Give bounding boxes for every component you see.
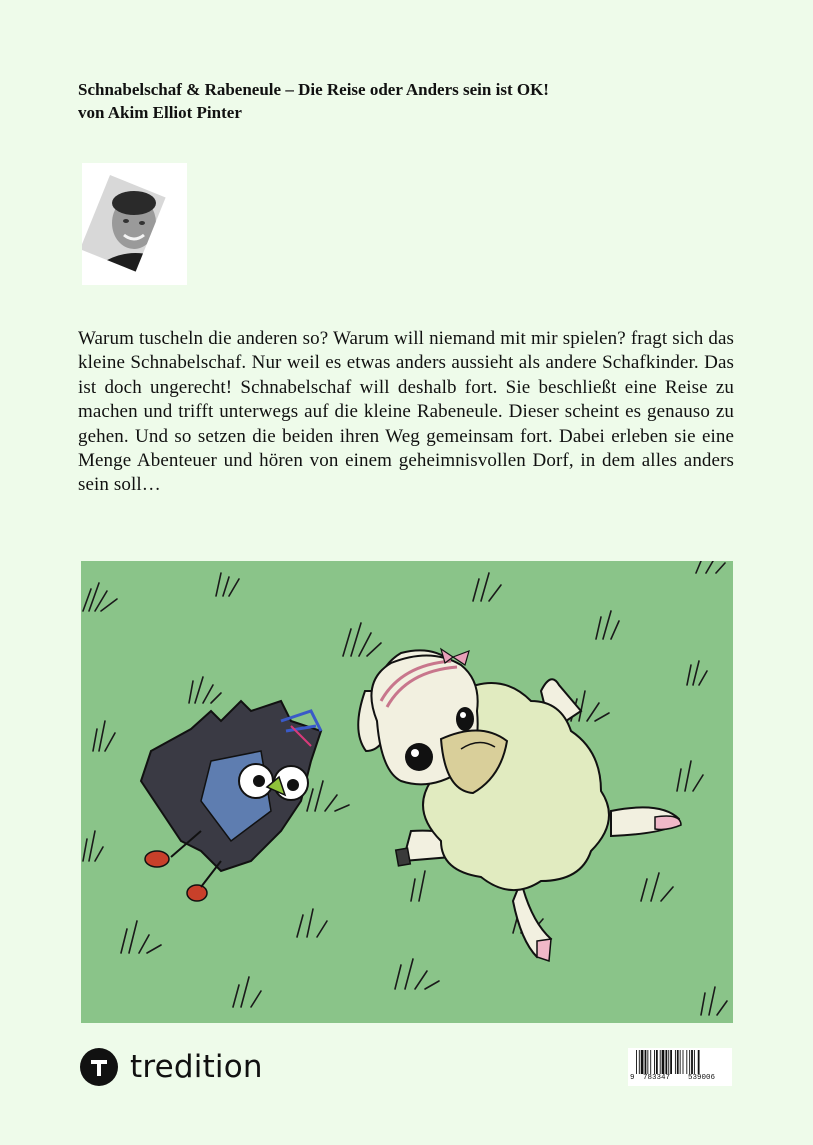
barcode-bar	[675, 1050, 676, 1074]
barcode-prefix: 9	[630, 1074, 635, 1082]
author-photo	[82, 163, 187, 285]
barcode-bar	[670, 1050, 672, 1074]
barcode-bar	[691, 1050, 693, 1074]
crow-figure	[141, 701, 321, 901]
barcode-bar	[641, 1050, 644, 1074]
book-blurb: Warum tuscheln die anderen so? Warum will niemand mit mir spielen? fragt sich das kleine Schnabelschaf. Nur weil es etwas anders aussieht als andere Schafkinder. Das ist doch ungerecht! Schnabelschaf will deshalb fort. Sie beschließt eine Reise zu machen und trifft unterwegs auf die kleine Rabeneule. Dieser scheint es genauso zu gehen. Und so setzen die beiden ihren Weg gemeinsam fort. Dabei erleben sie eine Menge Abenteuer und hören von einem geheimnisvollen Dorf, in dem alles anders sein soll…	[78, 328, 734, 496]
publisher-name: tredition	[130, 1049, 263, 1085]
publisher-logo-icon	[80, 1048, 118, 1086]
isbn-barcode	[628, 1048, 732, 1086]
barcode-bar	[668, 1050, 669, 1074]
barcode-bar	[645, 1050, 647, 1074]
barcode-bar	[698, 1050, 700, 1074]
barcode-bar	[677, 1050, 679, 1074]
barcode-bar	[639, 1050, 640, 1074]
author-line: von Akim Elliot Pinter	[78, 103, 242, 122]
barcode-bar	[650, 1050, 651, 1074]
book-title: Schnabelschaf & Rabeneule – Die Reise oder Anders sein ist OK!	[78, 80, 549, 99]
cover-illustration	[81, 561, 733, 1023]
barcode-group-2: 539006	[688, 1074, 716, 1082]
barcode-bar	[694, 1050, 695, 1074]
barcode-bar	[656, 1050, 658, 1074]
sheep-figure	[358, 649, 681, 961]
barcode-bar	[654, 1050, 655, 1074]
publisher-logo	[80, 1047, 263, 1087]
barcode-bar	[660, 1050, 661, 1074]
barcode-bar	[647, 1050, 648, 1074]
barcode-bar	[636, 1050, 637, 1074]
barcode-bar	[686, 1050, 687, 1074]
book-heading	[78, 78, 758, 124]
barcode-group-1: 783347	[643, 1074, 671, 1082]
barcode-bar	[680, 1050, 681, 1074]
barcode-bar	[683, 1050, 684, 1074]
barcode-bar	[689, 1050, 690, 1074]
barcode-bar	[665, 1050, 667, 1074]
barcode-bar	[662, 1050, 665, 1074]
